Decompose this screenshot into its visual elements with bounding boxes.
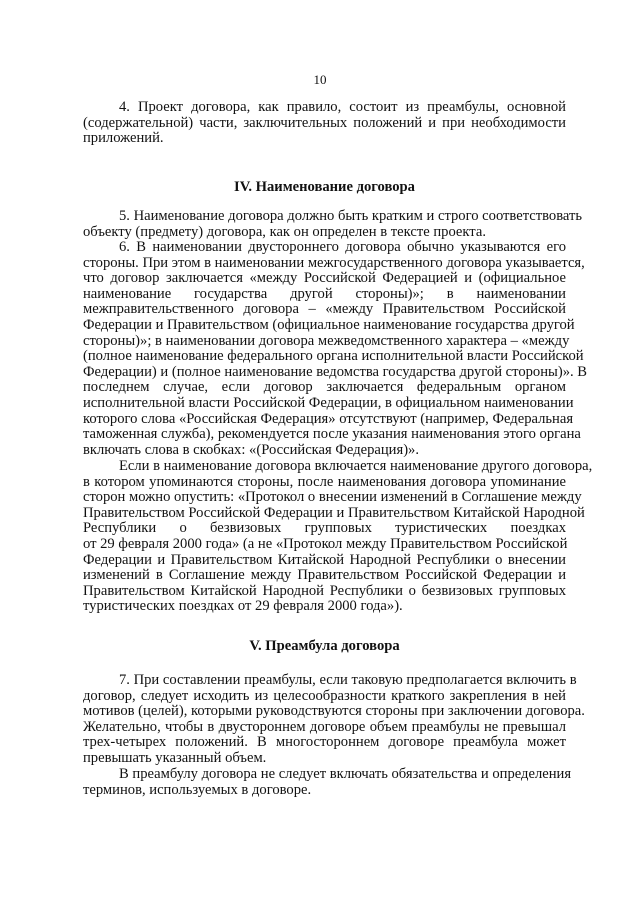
text-line: Если в наименование договора включается наименование другого договора, xyxy=(119,458,593,474)
text-line: Правительством Российской Федерации и Правительством Китайской Народной xyxy=(83,504,585,521)
paragraph-7 xyxy=(83,672,585,767)
page-number: 10 xyxy=(313,72,327,87)
section-heading-iv: IV. Наименование договора xyxy=(234,179,415,195)
text-line: включать слова в скобках: «(Российская Федерация)». xyxy=(83,441,420,458)
text-line: сторон можно опустить: «Протокол о внесении изменений в Соглашение между xyxy=(83,489,582,506)
section-heading-v: V. Преамбула договора xyxy=(249,638,400,654)
text-line: объекту (предмету) договора, как он определен в тексте проекта. xyxy=(83,223,486,240)
text-line: мотивов (целей), которыми руководствуются стороны при заключении договора. xyxy=(83,703,585,720)
paragraph-7-continued xyxy=(83,766,572,798)
text-line: 7. При составлении преамбулы, если таковую предполагается включить в xyxy=(119,672,577,688)
text-line: в котором упоминаются стороны, после наименования договора упоминание xyxy=(83,473,566,490)
paragraph-6-continued xyxy=(83,458,593,615)
text-line: исполнительной власти Российской Федерации, в официальном наименовании xyxy=(83,394,574,411)
text-line: наименование государства другой стороны)»; в наименовании xyxy=(83,285,566,302)
text-line: таможенная служба), рекомендуется после указания наименования этого органа xyxy=(83,426,581,443)
text-line: 4. Проект договора, как правило, состоит из преамбулы, основной xyxy=(119,99,566,115)
text-line: Республики о безвизовых групповых туристических поездках xyxy=(83,520,566,537)
text-line: Желательно, чтобы в двустороннем договоре объем преамбулы не превышал xyxy=(83,718,566,735)
text-line: что договор заключается «между Российской Федерацией и (официальное xyxy=(83,270,566,287)
text-line: от 29 февраля 2000 года» (а не «Протокол между Правительством Российской xyxy=(83,535,568,552)
text-line: Федерации) и (полное наименование ведомства государства другой стороны)». В xyxy=(83,363,588,380)
text-line: (полное наименование федерального органа исполнительной власти Российской xyxy=(83,348,584,365)
text-line: стороны. При этом в наименовании межгосударственного договора указывается, xyxy=(83,254,585,271)
text-line: межправительственного договора – «между Правительством Российской xyxy=(83,301,566,318)
text-line: В преамбулу договора не следует включать обязательства и определения xyxy=(119,766,572,782)
text-line: туристических поездках от 29 февраля 2000 года»). xyxy=(83,598,403,615)
text-line: которого слова «Российская Федерация» отсутствуют (например, Федеральная xyxy=(83,410,574,427)
text-line: договор, следует исходить из целесообразности краткого закрепления в ней xyxy=(83,687,566,704)
text-line: последнем случае, если договор заключается федеральным органом xyxy=(83,379,566,396)
text-line: Федерации и Правительством Китайской Народной Республики о внесении xyxy=(83,551,566,568)
text-line: 5. Наименование договора должно быть кратким и строго соответствовать xyxy=(119,208,583,224)
text-line: стороны)»; в наименовании договора межведомственного характера – «между xyxy=(83,332,570,349)
paragraph-6 xyxy=(83,239,588,458)
text-line: приложений. xyxy=(83,130,164,147)
text-line: изменений в Соглашение между Правительством Российской Федерации и xyxy=(83,567,566,584)
paragraph-4 xyxy=(83,100,566,147)
paragraph-5 xyxy=(83,208,583,240)
text-line: (содержательной) части, заключительных положений и при необходимости xyxy=(83,114,566,131)
text-line: терминов, используемых в договоре. xyxy=(83,781,312,798)
text-line: превышать указанный объем. xyxy=(83,749,267,766)
text-line: трех-четырех положений. В многостороннем договоре преамбула может xyxy=(83,734,566,751)
text-line: 6. В наименовании двустороннего договора обычно указываются его xyxy=(119,239,566,255)
text-line: Правительством Китайской Народной Республики о безвизовых групповых xyxy=(83,582,566,599)
text-line: Федерации и Правительством (официальное наименование государства другой xyxy=(83,316,575,333)
